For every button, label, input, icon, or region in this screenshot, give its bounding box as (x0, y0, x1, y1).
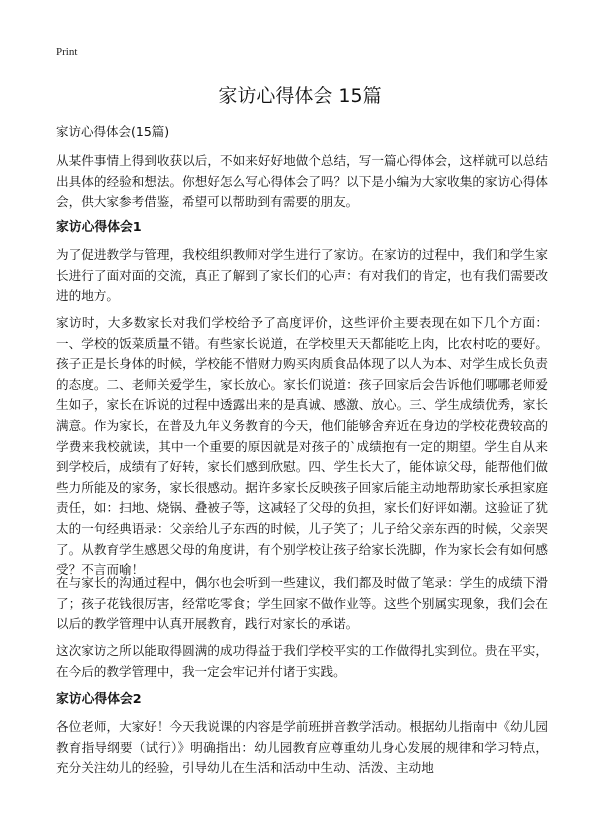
section-1-paragraph-2: 家访时，大多数家长对我们学校给予了高度评价，这些评价主要表现在如下几个方面：一、学校的饭菜质量不错。有些家长说道，在学校里天天都能吃上肉，比农村吃的要好。孩子正是长身体的时候，学校能不惜财力购买肉质食品体现了以人为本、对学生成长负责的态度。二、老师关爱学生，家长放心。家长们说道：孩子回家后会告诉他们哪哪老师爱生如子，家长在诉说的过程中透露出来的是真诚、感激、放心。三、学生成绩优秀，家长满意。作为家长，在普及九年义务教育的今天，他们能够舍弃近在身边的学校花费较高的学费来我校就读，其中一个重要的原因就是对孩子的`成绩抱有一定的期望。学生自从来到学校后，成绩有了好转，家长们感到欣慰。四、学生长大了，能体谅父母，能帮他们做些力所能及的家务，家长很感动。据许多家长反映孩子回家后能主动地帮助家长承担家庭责任，如：扫地、烧锅、叠被子等，这减轻了父母的负担，家长们好评如潮。这验证了犹太的一句经典语录：父亲给儿子东西的时候，儿子笑了；儿子给父亲东西的时候，父亲哭了。从教育学生感恩父母的角度讲，有个别学校让孩子给家长洗脚，作为家长会有如何感受？不言而喻！ (56, 315, 548, 578)
section-heading-1: 家访心得体会1 (56, 220, 142, 235)
intro-paragraph: 从某件事情上得到收获以后，不如来好好地做个总结，写一篇心得体会，这样就可以总结出具体的经验和想法。你想好怎么写心得体会了吗？以下是小编为大家收集的家访心得体会，供大家参考借鉴，希望可以帮助到有需要的朋友。 (56, 153, 548, 210)
section-1-paragraph-1: 为了促进教学与管理，我校组织教师对学生进行了家访。在家访的过程中，我们和学生家长进行了面对面的交流，真正了解到了家长们的心声：有对我们的肯定，也有我们需要改进的地方。 (56, 247, 548, 304)
section-1-paragraph-3: 在与家长的沟通过程中，偶尔也会听到一些建议，我们都及时做了笔录：学生的成绩下滑了；孩子花钱很厉害，经常吃零食；学生回家不做作业等。这些个别属实现象，我们会在以后的教学管理中认真开展教育，践行对家长的承诺。 (56, 575, 548, 632)
document-subtitle: 家访心得体会(15篇) (56, 124, 170, 139)
print-label: Print (56, 46, 78, 58)
document-title: 家访心得体会 15篇 (218, 85, 382, 107)
section-1-paragraph-4: 这次家访之所以能取得圆满的成功得益于我们学校平实的工作做得扎实到位。贵在平实，在今后的教学管理中，我一定会牢记并付诸于实践。 (56, 643, 548, 679)
section-2-paragraph-1: 各位老师，大家好！今天我说课的内容是学前班拼音教学活动。根据幼儿指南中《幼儿园教育指导纲要（试行）》明确指出：幼儿园教育应尊重幼儿身心发展的规律和学习特点，充分关注幼儿的经验，引导幼儿在生活和活动中生动、活泼、主动地 (56, 719, 548, 776)
section-heading-2: 家访心得体会2 (56, 692, 142, 707)
